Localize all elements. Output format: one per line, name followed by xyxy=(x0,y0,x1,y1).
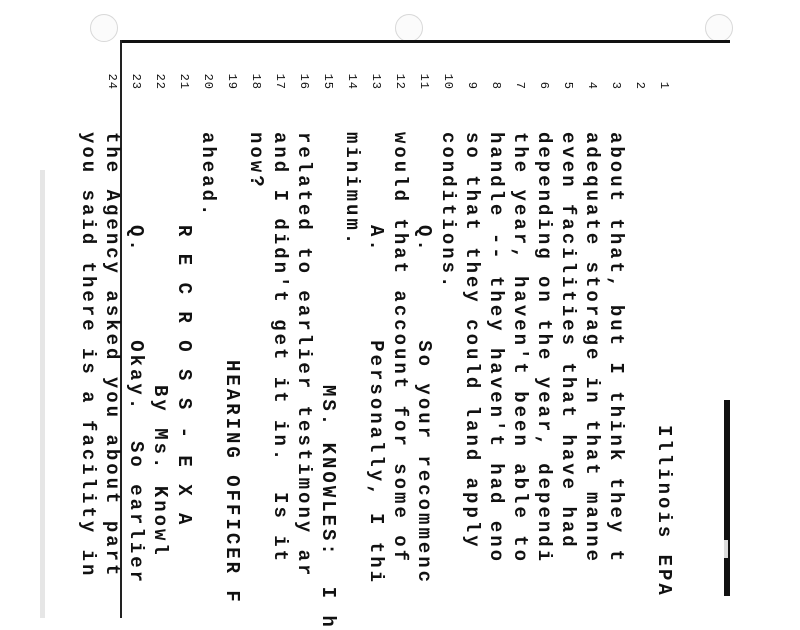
transcript-line-13: 13 minimum. xyxy=(341,73,383,248)
punch-hole-left xyxy=(90,14,118,42)
transcript-line-7: 7 handle -- they haven't had eno xyxy=(485,81,527,565)
transcript-line-2: 2 about that, but I think they t xyxy=(605,81,647,565)
transcript-line-17: 17 now? xyxy=(245,73,287,190)
transcript-line-19: 19 ahead. xyxy=(197,73,239,219)
transcript-line-14: 14 MS. KNOWLES: I h xyxy=(317,73,359,630)
transcript-line-1: 1 xyxy=(657,81,671,90)
scan-shadow xyxy=(40,170,45,618)
transcript-line-22: 22 Q. Okay. So earlier xyxy=(125,73,167,586)
header-title: Illinois EPA xyxy=(653,425,675,598)
transcript-line-8: 8 so that they could land apply xyxy=(461,81,503,550)
punch-hole-right xyxy=(705,14,733,42)
transcript-line-20: 20 R E C R O S S - E X A xyxy=(173,73,215,528)
scan-binding-bar xyxy=(724,400,730,596)
transcript-line-4: 4 even facilities that have had xyxy=(557,81,599,550)
transcript-line-21: 21 By Ms. Knowl xyxy=(149,73,191,558)
scan-speck xyxy=(724,540,728,558)
transcript-line-6: 6 the year, haven't been able to xyxy=(509,81,551,565)
transcript-line-12: 12 A. Personally, I thi xyxy=(365,73,407,586)
punch-hole-center xyxy=(395,14,423,42)
transcript-line-5: 5 depending on the year, dependi xyxy=(533,81,575,565)
transcript-line-10: 10 Q. So your recommenc xyxy=(413,73,455,586)
transcript-line-18: 18 HEARING OFFICER F xyxy=(221,73,263,605)
transcript-line-3: 3 adequate storage in that manne xyxy=(581,81,623,565)
transcript-line-15: 15 related to earlier testimony ar xyxy=(293,73,335,579)
transcript-line-23: 23 the Agency asked you about part xyxy=(101,73,143,579)
transcript-line-11: 11 would that account for some of xyxy=(389,73,431,565)
transcript-line-9: 9 conditions. xyxy=(437,81,479,291)
transcript-line-16: 16 and I didn't get it in. Is it xyxy=(269,73,311,565)
transcript-line-24: 24 you said there is a facility in xyxy=(77,73,119,579)
